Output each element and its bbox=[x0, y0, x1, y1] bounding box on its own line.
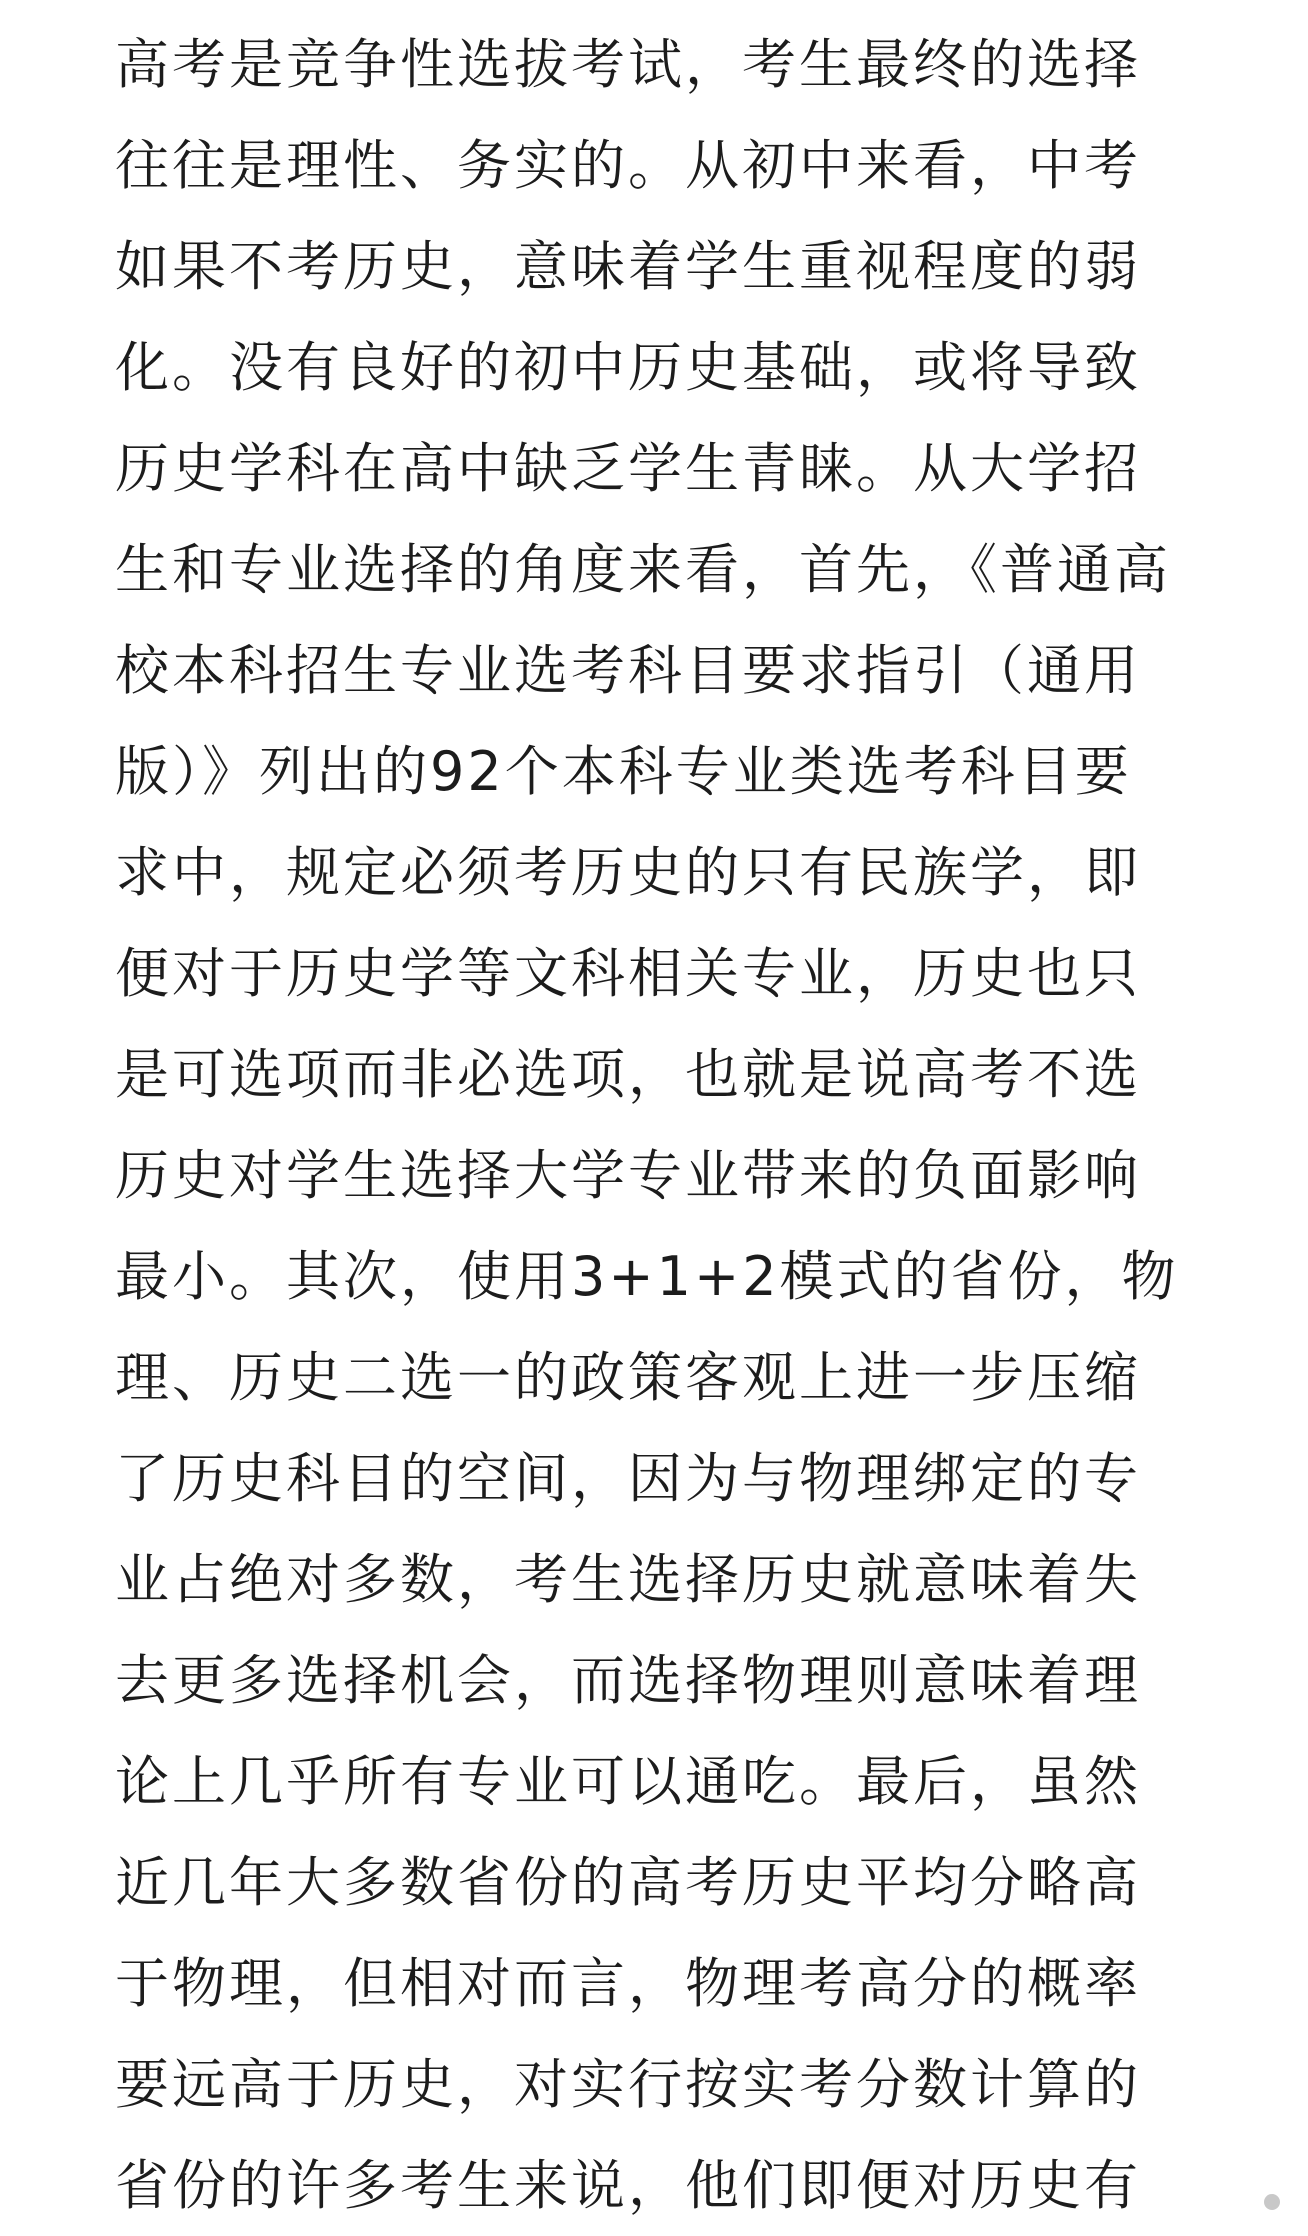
text-line-19: 近几年大多数省份的高考历史平均分略高 bbox=[115, 1851, 1141, 1914]
text-line-16: 业占绝对多数，考生选择历史就意味着失 bbox=[115, 1548, 1141, 1611]
text-line-2: 往往是理性、务实的。从初中来看，中考 bbox=[115, 134, 1141, 197]
text-line-7: 校本科招生专业选考科目要求指引（通用 bbox=[115, 639, 1141, 702]
text-line-15: 了历史科目的空间，因为与物理绑定的专 bbox=[115, 1447, 1141, 1510]
watermark-icon bbox=[1264, 2194, 1280, 2210]
text-line-9: 求中，规定必须考历史的只有民族学，即 bbox=[115, 841, 1141, 904]
text-line-21: 要远高于历史，对实行按实考分数计算的 bbox=[115, 2053, 1141, 2116]
text-line-18: 论上几乎所有专业可以通吃。最后，虽然 bbox=[115, 1750, 1141, 1813]
article-body bbox=[115, 14, 1205, 2236]
text-line-12: 历史对学生选择大学专业带来的负面影响 bbox=[115, 1144, 1141, 1207]
text-line-22: 省份的许多考生来说，他们即便对历史有 bbox=[115, 2154, 1141, 2217]
text-line-3: 如果不考历史，意味着学生重视程度的弱 bbox=[115, 235, 1141, 298]
text-line-5: 历史学科在高中缺乏学生青睐。从大学招 bbox=[115, 437, 1141, 500]
text-line-4: 化。没有良好的初中历史基础，或将导致 bbox=[115, 336, 1141, 399]
watermark bbox=[1264, 2194, 1280, 2210]
text-line-8: 版）》列出的92个本科专业类选考科目要 bbox=[115, 740, 1132, 803]
text-line-6: 生和专业选择的角度来看，首先，《普通高 bbox=[115, 538, 1171, 601]
text-line-10: 便对于历史学等文科相关专业，历史也只 bbox=[115, 942, 1141, 1005]
text-line-14: 理、历史二选一的政策客观上进一步压缩 bbox=[115, 1346, 1141, 1409]
text-line-11: 是可选项而非必选项，也就是说高考不选 bbox=[115, 1043, 1141, 1106]
text-line-17: 去更多选择机会，而选择物理则意味着理 bbox=[115, 1649, 1141, 1712]
text-line-13: 最小。其次，使用3+1+2模式的省份，物 bbox=[115, 1245, 1179, 1308]
text-line-1: 高考是竞争性选拔考试，考生最终的选择 bbox=[115, 33, 1141, 96]
text-line-20: 于物理，但相对而言，物理考高分的概率 bbox=[115, 1952, 1141, 2015]
